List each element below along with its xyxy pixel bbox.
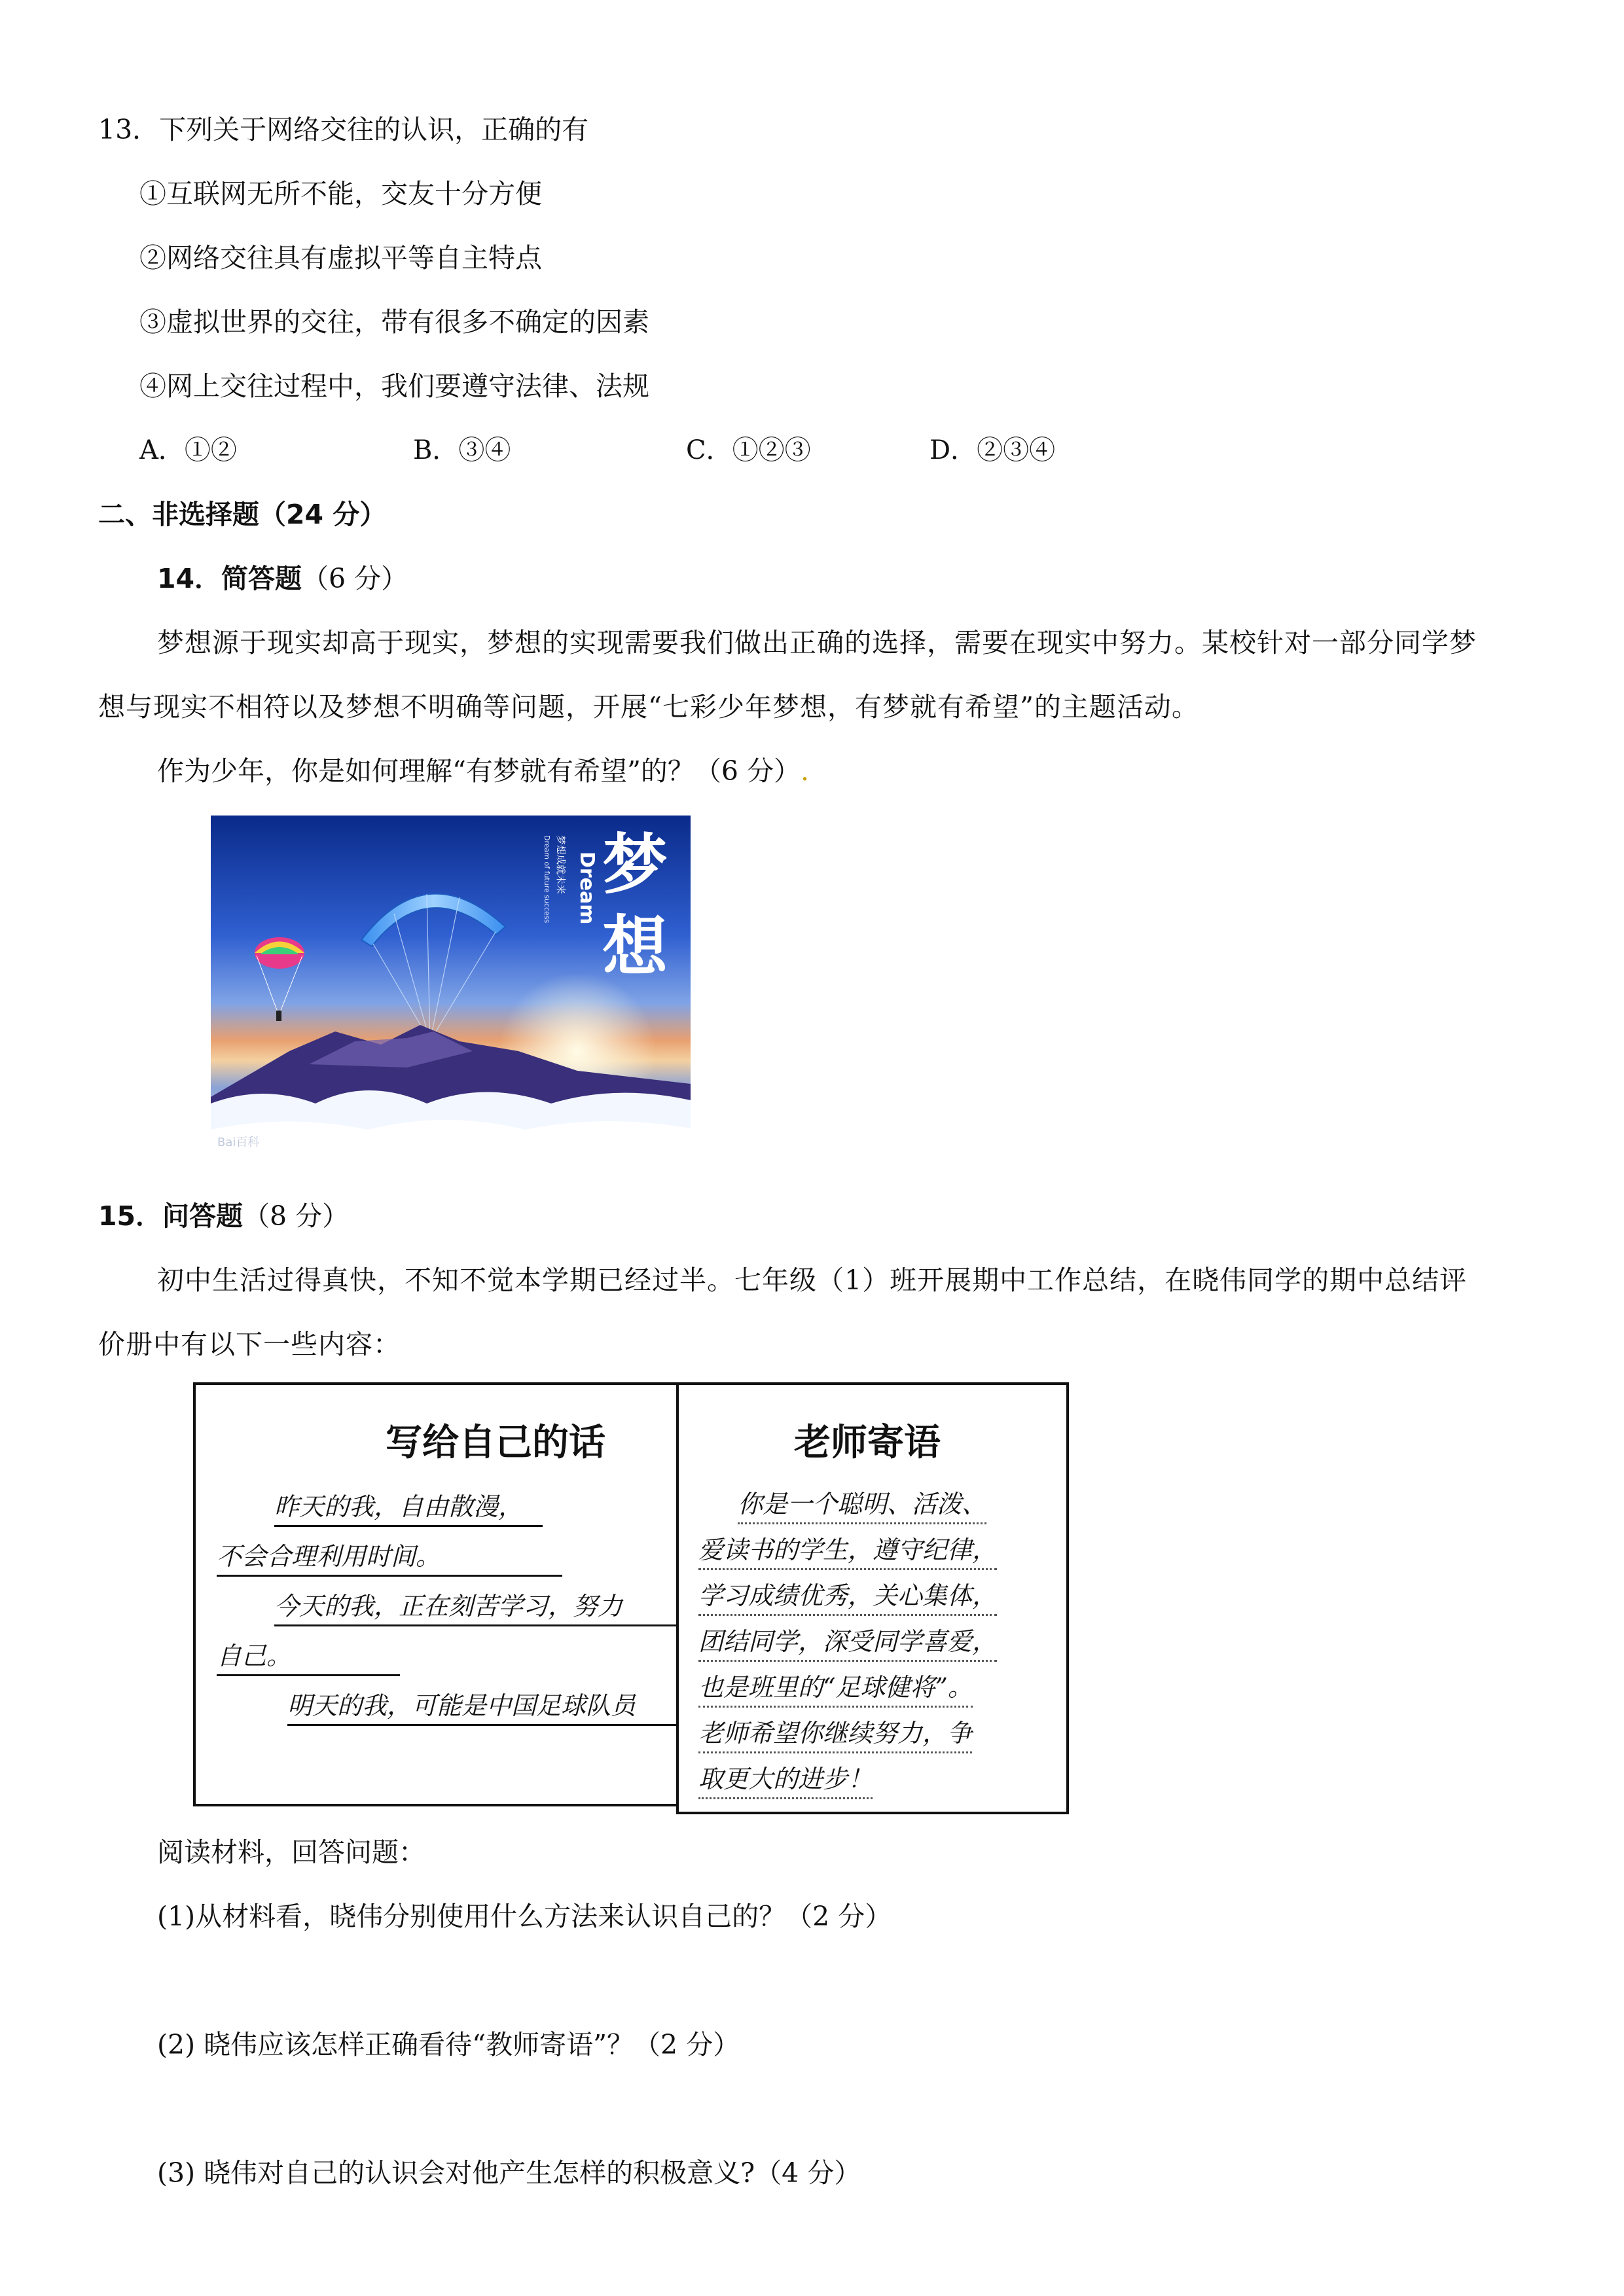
teacher-note-box	[676, 1382, 1069, 1814]
section-title: 二、非选择题（24 分）	[98, 499, 387, 530]
q15-sub-2: (2) 晓伟应该怎样正确看待“教师寄语”？（2 分）	[157, 2029, 740, 2060]
q13-item-3: ③虚拟世界的交往，带有很多不确定的因素	[139, 306, 649, 338]
q13-item-4: ④网上交往过程中，我们要遵守法律、法规	[139, 370, 649, 402]
teacher-note-line-6: 老师希望你继续努力，争	[698, 1716, 972, 1753]
q15-heading-score: （8 分）	[243, 1200, 350, 1232]
q13-item-1: ①互联网无所不能，交友十分方便	[139, 178, 542, 209]
q15-para-line2: 价册中有以下一些内容：	[98, 1329, 401, 1360]
q15-instruction: 阅读材料，回答问题：	[157, 1837, 425, 1868]
dream-title-char-2: 想	[602, 908, 668, 985]
teacher-note-line-7: 取更大的进步！	[698, 1762, 873, 1799]
q14-heading	[157, 559, 408, 598]
dream-vertical-cn: 梦想成就未来	[555, 835, 567, 895]
q14-para-line2: 想与现实不相符以及梦想不明确等问题，开展“七彩少年梦想，有梦就有希望”的主题活动。	[98, 691, 1199, 723]
teacher-note-line-5: 也是班里的“足球健将”。	[698, 1670, 973, 1708]
q13-option-a[interactable]: A．①②	[139, 435, 237, 465]
q14-heading-label: 14．简答题	[157, 563, 302, 594]
q15-heading-label: 15．问答题	[98, 1200, 244, 1232]
dream-word: Dream	[575, 852, 598, 925]
q13-option-d[interactable]: D．②③④	[929, 435, 1056, 465]
q13-item-2: ②网络交往具有虚拟平等自主特点	[139, 242, 542, 274]
q13-stem: 13．下列关于网络交往的认识，正确的有	[98, 114, 589, 145]
teacher-note-line-3: 学习成绩优秀，关心集体，	[698, 1579, 997, 1616]
q14-question-mark: .	[801, 755, 810, 787]
self-note-title: 写给自己的话	[386, 1422, 605, 1464]
q14-para-line1: 梦想源于现实却高于现实，梦想的实现需要我们做出正确的选择，需要在现实中努力。某校针对一部分同学梦	[157, 627, 1477, 658]
q15-sub-3: (3) 晓伟对自己的认识会对他产生怎样的积极意义?（4 分）	[157, 2157, 861, 2189]
self-note-line-5: 明天的我，可能是中国足球队员	[287, 1689, 680, 1726]
q14-question-text: 作为少年，你是如何理解“有梦就有希望”的？（6 分）	[157, 755, 801, 787]
dream-illustration-graphic	[211, 816, 691, 1156]
teacher-note-line-1: 你是一个聪明、活泼、	[738, 1487, 986, 1524]
q15-sub-1: (1)从材料看，晓伟分别使用什么方法来认识自己的？（2 分）	[157, 1901, 892, 1932]
self-note-line-1: 昨天的我，自由散漫，	[274, 1490, 543, 1527]
q15-heading	[98, 1196, 349, 1236]
q14-heading-score: （6 分）	[302, 563, 408, 594]
q14-question	[157, 751, 809, 791]
self-note-line-2: 不会合理利用时间。	[217, 1539, 562, 1577]
baike-watermark: Bai百科	[217, 1136, 260, 1149]
self-note-line-3: 今天的我，正在刻苦学习，努力	[274, 1589, 680, 1626]
dream-title-char-1: 梦	[602, 826, 668, 903]
q13-option-b[interactable]: B．③④	[413, 435, 511, 465]
q15-para-line1: 初中生活过得真快，不知不觉本学期已经过半。七年级（1）班开展期中工作总结，在晓伟同学的期中总结评	[157, 1265, 1468, 1296]
dream-vertical-en: Dream of future success	[543, 835, 551, 924]
teacher-note-title: 老师寄语	[794, 1422, 941, 1464]
q13-option-c[interactable]: C．①②③	[686, 435, 811, 465]
teacher-note-line-2: 爱读书的学生，遵守纪律，	[698, 1533, 997, 1570]
dream-illustration	[211, 816, 691, 1156]
self-note-box	[193, 1382, 679, 1806]
self-note-line-4: 自己。	[217, 1639, 400, 1676]
teacher-note-line-4: 团结同学，深受同学喜爱，	[698, 1624, 997, 1662]
